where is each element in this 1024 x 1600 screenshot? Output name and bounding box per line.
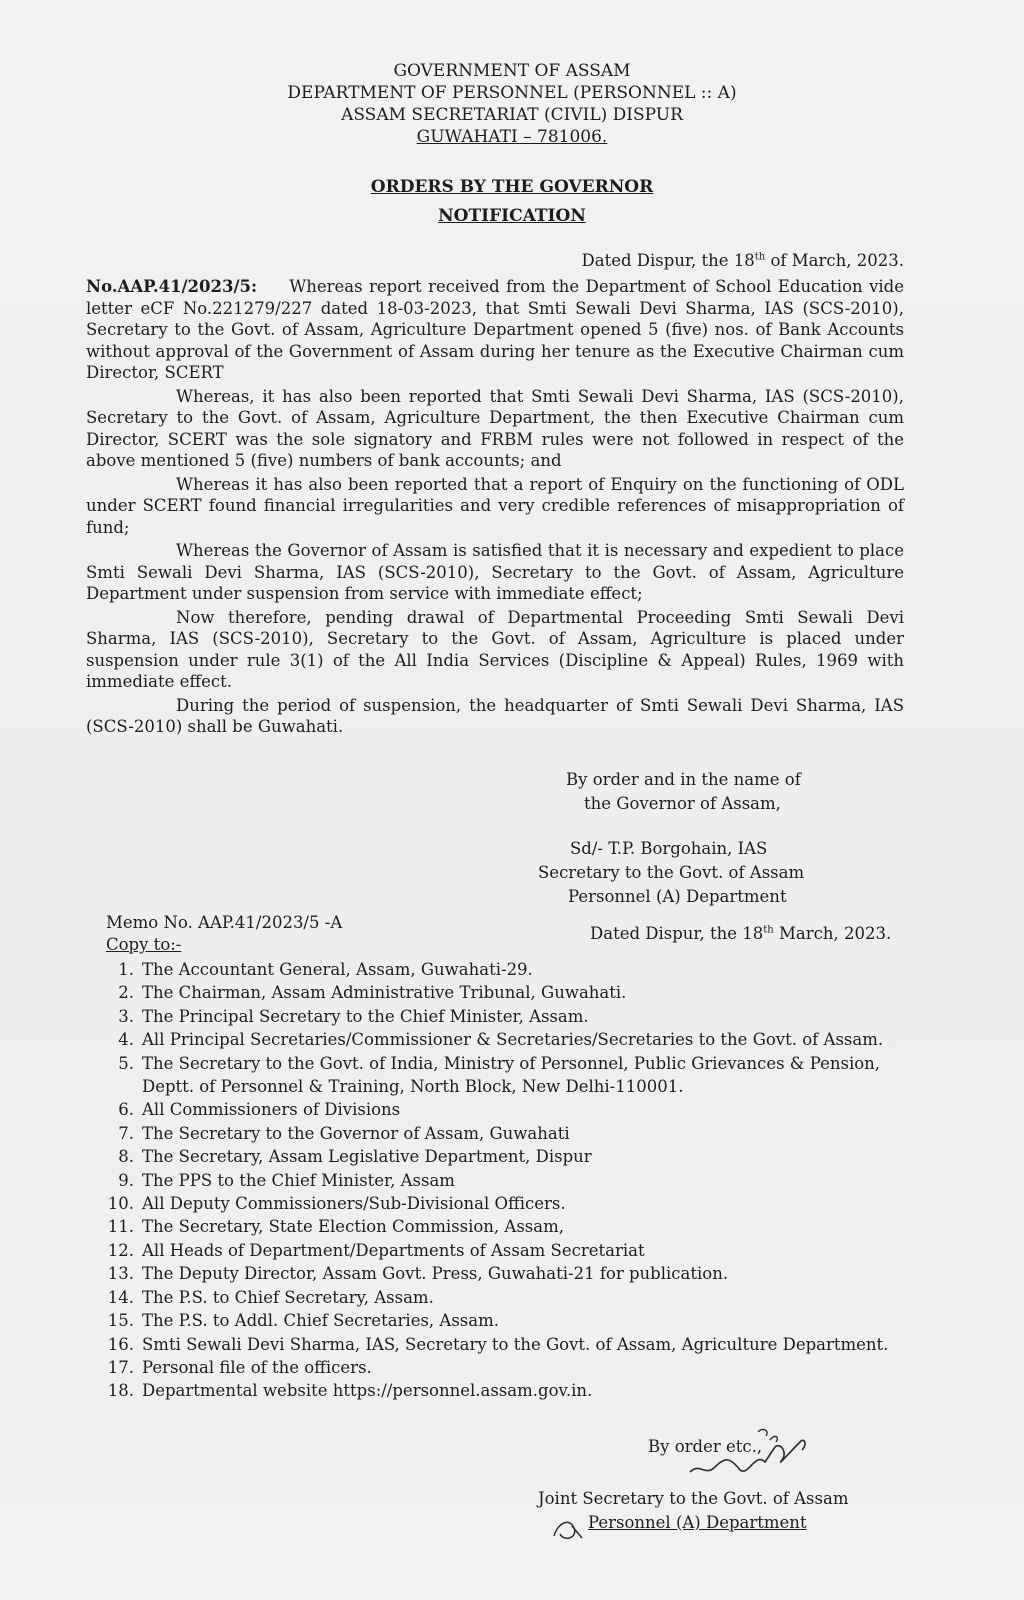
- title-notification: NOTIFICATION: [438, 206, 586, 226]
- copy-to-item: [80, 1098, 920, 1121]
- copy-to-item: [80, 1028, 920, 1051]
- copy-to-item: [80, 1215, 920, 1238]
- letterhead: [0, 60, 1024, 148]
- signatory-designation: Secretary to the Govt. of Assam: [538, 863, 805, 882]
- copy-to-item-text: Personal file of the officers.: [142, 1357, 372, 1377]
- copy-to-item-number: 7.: [118, 1123, 134, 1143]
- memo-date-sup: th: [763, 924, 774, 936]
- reference-number: No.AAP.41/2023/5:: [86, 277, 258, 296]
- memo-date: [590, 924, 891, 943]
- copy-to-item: [80, 1169, 920, 1192]
- copy-to-item-number: 11.: [107, 1217, 134, 1237]
- copy-to-item-text: The Secretary, State Election Commission, Assam,: [142, 1217, 564, 1237]
- copy-to-item-number: 5.: [118, 1053, 134, 1073]
- copy-to-item-number: 6.: [118, 1100, 134, 1120]
- date-prefix: Dated Dispur, the 18: [581, 251, 755, 270]
- copy-to-item-text: All Heads of Department/Departments of Assam Secretariat: [142, 1240, 645, 1260]
- copy-to-item-number: 16.: [107, 1334, 134, 1354]
- copy-to-item: [80, 1379, 920, 1402]
- copy-to-item-text: Smti Sewali Devi Sharma, IAS, Secretary to the Govt. of Assam, Agriculture Department.: [142, 1334, 889, 1354]
- copy-to-item-text: The Principal Secretary to the Chief Minister, Assam.: [142, 1006, 589, 1026]
- governor-order-line-1: By order and in the name of: [566, 770, 801, 789]
- initial-mark-icon: [548, 1508, 588, 1548]
- copy-to-item-number: 13.: [107, 1264, 134, 1284]
- header-secretariat: ASSAM SECRETARIAT (CIVIL) DISPUR: [341, 105, 683, 125]
- header-government: GOVERNMENT OF ASSAM: [393, 61, 631, 81]
- paragraph-3: Whereas it has also been reported that a report of Enquiry on the functioning of ODL under SCERT found financial irregularities and very credible references of misappropriation of fund;: [86, 474, 904, 537]
- signatory-name: Sd/- T.P. Borgohain, IAS: [570, 839, 768, 858]
- memo-date-prefix: Dated Dispur, the 18: [590, 924, 764, 943]
- governor-order-line-2: the Governor of Assam,: [584, 794, 781, 813]
- copy-to-item-text: The PPS to the Chief Minister, Assam: [142, 1170, 455, 1190]
- governor-order-block: [566, 768, 801, 816]
- copy-to-item: [80, 1262, 920, 1285]
- joint-secretary-designation: Joint Secretary to the Govt. of Assam: [538, 1489, 849, 1508]
- copy-to-item: [80, 1005, 920, 1028]
- copy-to-item: [80, 1192, 920, 1215]
- secretary-signature-block: [538, 837, 804, 909]
- joint-secretary-department: Personnel (A) Department: [588, 1513, 807, 1532]
- copy-to-item-number: 17.: [107, 1357, 134, 1377]
- copy-to-item-text: The Chairman, Assam Administrative Tribunal, Guwahati.: [142, 983, 627, 1003]
- date-sup: th: [754, 251, 766, 263]
- copy-to-item-text: The P.S. to Addl. Chief Secretaries, Assam.: [142, 1311, 500, 1331]
- copy-to-item-number: 18.: [107, 1381, 134, 1401]
- copy-to-item-number: 12.: [107, 1240, 134, 1260]
- copy-to-item: [80, 1333, 920, 1356]
- copy-to-item: [80, 1122, 920, 1145]
- copy-to-item: [80, 1145, 920, 1168]
- by-order-text: By order etc.,: [648, 1437, 763, 1456]
- header-city: GUWAHATI – 781006.: [416, 127, 608, 147]
- copy-to-item-number: 1.: [118, 960, 134, 979]
- copy-to-item-text: Departmental website https://personnel.assam.gov.in.: [142, 1381, 593, 1401]
- notification-date: [582, 251, 904, 270]
- copy-to-item-text: All Deputy Commissioners/Sub-Divisional Officers.: [142, 1194, 566, 1214]
- memo-number: Memo No. AAP.41/2023/5 -A: [106, 913, 343, 932]
- paragraph-2: Whereas, it has also been reported that Smti Sewali Devi Sharma, IAS (SCS-2010), Secretary to the Govt. of Assam, Agriculture Department, the then Executive Chairman cum Director, SCERT was the sole signatory and FRBM rules were not followed in respect of the above mentioned 5 (five) numbers of bank accounts; and: [86, 386, 904, 470]
- copy-to-item-number: 15.: [107, 1311, 134, 1331]
- notification-body: [86, 276, 904, 740]
- copy-to-label: Copy to:-: [106, 935, 182, 954]
- copy-to-item: [80, 1286, 920, 1309]
- paragraph-4: Whereas the Governor of Assam is satisfied that it is necessary and expedient to place Smti Sewali Devi Sharma, IAS (SCS-2010), Secretary to the Govt. of Assam, Agriculture Department under suspension from service with immediate effect;: [86, 541, 904, 603]
- copy-to-item-number: 8.: [118, 1147, 134, 1167]
- copy-to-item-number: 3.: [118, 1006, 134, 1026]
- copy-to-item-text: All Principal Secretaries/Commissioner & Secretaries/Secretaries to the Govt. of Assam.: [142, 1030, 884, 1050]
- paragraph-1: [86, 276, 904, 384]
- copy-to-item-number: 9.: [118, 1170, 134, 1190]
- copy-to-item: [80, 1239, 920, 1262]
- copy-to-item-number: 14.: [107, 1287, 134, 1307]
- title-orders: ORDERS BY THE GOVERNOR: [370, 177, 654, 197]
- handwritten-signature: [670, 1422, 820, 1482]
- copy-to-item-text: The Secretary to the Govt. of India, Ministry of Personnel, Public Grievances & Pension, Deptt. of Personnel & Training, North Block, New Delhi-110001.: [142, 1053, 881, 1097]
- copy-to-item-text: The P.S. to Chief Secretary, Assam.: [142, 1287, 434, 1307]
- copy-to-item-text: The Deputy Director, Assam Govt. Press, Guwahati-21 for publication.: [142, 1264, 729, 1284]
- copy-to-item: [80, 1052, 920, 1099]
- copy-to-item-number: 2.: [118, 983, 134, 1003]
- copy-to-item-text: The Secretary, Assam Legislative Department, Dispur: [142, 1147, 592, 1167]
- copy-to-item: [80, 1356, 920, 1379]
- copy-to-item: [80, 981, 920, 1004]
- copy-to-item-number: 4.: [118, 1030, 134, 1050]
- signatory-department: Personnel (A) Department: [568, 887, 787, 906]
- date-suffix: of March, 2023.: [765, 251, 904, 270]
- copy-to-list: [80, 958, 920, 1403]
- copy-to-item-text: The Accountant General, Assam, Guwahati-29.: [142, 960, 533, 979]
- copy-to-item-number: 10.: [107, 1194, 134, 1214]
- header-department: DEPARTMENT OF PERSONNEL (PERSONNEL :: A): [287, 83, 737, 103]
- copy-to-item-text: The Secretary to the Governor of Assam, Guwahati: [142, 1123, 570, 1143]
- copy-to-item-text: All Commissioners of Divisions: [142, 1100, 401, 1120]
- paragraph-5: Now therefore, pending drawal of Departmental Proceeding Smti Sewali Devi Sharma, IAS (SCS-2010), Secretary to the Govt. of Assam, Agriculture is placed under suspension under rule 3(1) of the All India Services (Discipline & Appeal) Rules, 1969 with immediate effect.: [86, 607, 904, 691]
- paragraph-6: During the period of suspension, the headquarter of Smti Sewali Devi Sharma, IAS (SCS-2010) shall be Guwahati.: [86, 695, 904, 736]
- memo-block: [106, 912, 342, 956]
- memo-date-suffix: March, 2023.: [773, 924, 892, 943]
- copy-to-item: [80, 1309, 920, 1332]
- paragraph-1-text: Whereas report received from the Department of School Education vide letter eCF No.221279/227 dated 18-03-2023, that Smti Sewali Devi Sharma, IAS (SCS-2010), Secretary to the Govt. of Assam, Agriculture Department opened 5 (five) nos. of Bank Accounts without approval of the Government of Assam during her tenure as the Executive Chairman cum Director, SCERT: [86, 277, 904, 382]
- copy-to-item: [80, 958, 920, 981]
